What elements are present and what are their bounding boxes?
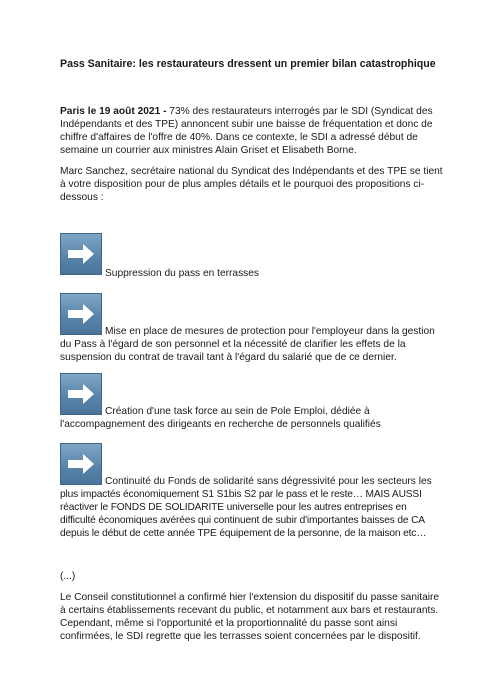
proposal-3-continuation bbox=[60, 418, 444, 431]
proposal-2-continuation bbox=[60, 338, 444, 364]
proposal-4-line: depuis le début de cette année TPE équipement de la personne, de la maison etc… bbox=[60, 528, 427, 539]
proposal-2-text: Mise en place de mesures de protection pour l'employeur dans la gestion bbox=[105, 326, 435, 337]
proposal-4-continuation bbox=[60, 488, 444, 540]
arrow-right-icon bbox=[60, 233, 102, 275]
proposal-2-line: du Pass à l'égard de son personnel et la nécessité de clarifier les effets de la bbox=[60, 339, 406, 350]
ellipsis: (...) bbox=[60, 571, 76, 582]
arrow-right-icon bbox=[60, 373, 102, 415]
proposal-4-line: plus impactés économiquement S1 S1bis S2 par le pass et le reste… MAIS AUSSI bbox=[60, 489, 422, 500]
intro-text: 73% des restaurateurs interrogés par le SDI (Syndicat des Indépendants et des TPE) annoncent subir une baisse de fréquentation et donc de chiffre d'affaires de l'offre de 40%. Dans ce contexte, le SDI a adressé début de semaine un courrier aux ministres Alain Griset et Elisabeth Borne. bbox=[60, 106, 433, 156]
proposal-4-line: réactiver le FONDS DE SOLIDARITE universelle pour les autres entreprises en bbox=[60, 502, 407, 513]
proposal-3-text: Création d'une task force au sein de Pole Emploi, dédiée à bbox=[105, 406, 370, 417]
arrow-right-icon bbox=[60, 443, 102, 485]
proposal-1-text: Suppression du pass en terrasses bbox=[105, 268, 260, 279]
proposal-3-line: l'accompagnement des dirigeants en recherche de personnels qualifiés bbox=[60, 419, 381, 430]
intro-paragraph bbox=[60, 105, 444, 157]
document-title: Pass Sanitaire: les restaurateurs dressent un premier bilan catastrophique bbox=[60, 58, 436, 70]
contact-paragraph: Marc Sanchez, secrétaire national du Syndicat des Indépendants et des TPE se tient à votre disposition pour de plus amples détails et le pourquoi des propositions ci-dessous : bbox=[60, 166, 443, 203]
dateline: Paris le 19 août 2021 - bbox=[60, 106, 167, 117]
proposal-4-line: difficulté économiques avérées qui continuent de subir d'importantes baisses de CA bbox=[60, 515, 425, 526]
arrow-right-icon bbox=[60, 293, 102, 335]
proposal-4-text: Continuité du Fonds de solidarité sans dégressivité pour les secteurs les bbox=[105, 476, 432, 487]
conclusion-paragraph: Le Conseil constitutionnel a confirmé hier l'extension du dispositif du passe sanitaire à certains établissements recevant du public, et notamment aux bars et restaurants. Cependant, même si l'opportunité et la proportionnalité du passe sont ainsi confirmées, le SDI regrette que les terrasses soient concernées par le dispositif. bbox=[60, 592, 440, 642]
proposal-2-line: suspension du contrat de travail tant à l'égard du salarié que de ce dernier. bbox=[60, 352, 397, 363]
